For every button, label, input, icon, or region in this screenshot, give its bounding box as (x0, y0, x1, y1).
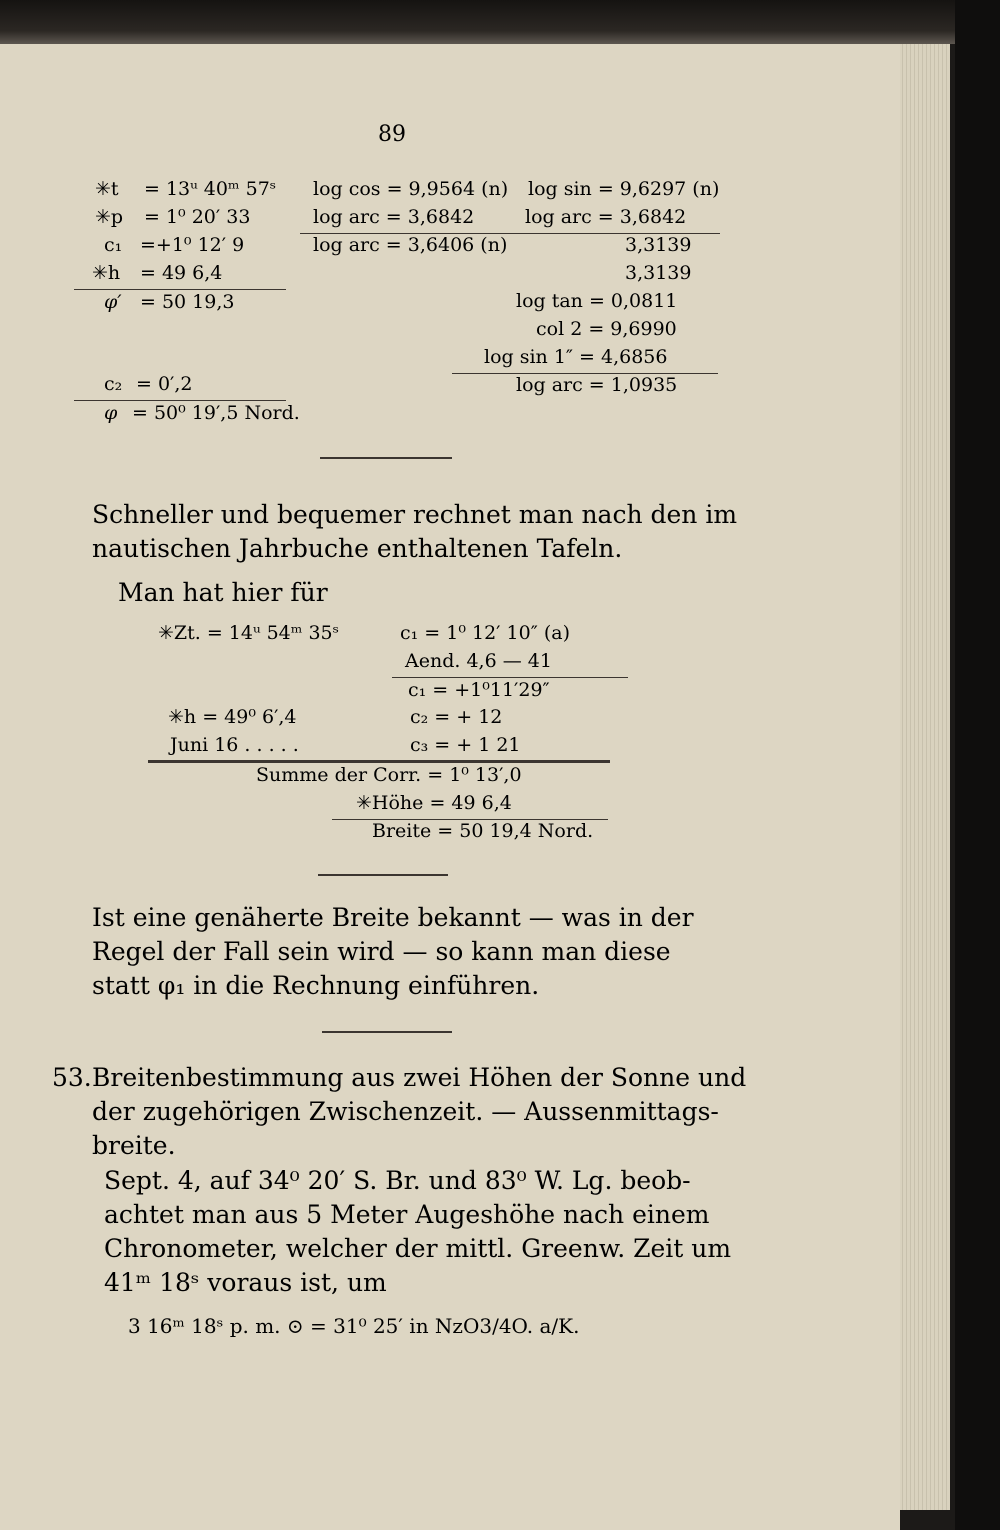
calc1-left-rhs-7: = 50⁰ 19′,5 Nord. (132, 402, 300, 424)
calc1-left-rule-2 (74, 400, 286, 401)
calc1-left-lhs-6: c₂ (104, 373, 123, 395)
calc2-r1b: c₁ = 1⁰ 12′ 10″ (a) (400, 622, 570, 644)
calc1-mid-3: log arc = 3,6406 (n) (313, 234, 508, 256)
calc2-r7: ✳Höhe = 49 6,4 (356, 792, 512, 814)
calc1-left-rhs-4: = 49 6,4 (140, 262, 223, 284)
calc1-left-lhs-4: ✳h (92, 262, 121, 284)
section-number: 53. (52, 1063, 92, 1092)
calc1-left-lhs-3: c₁ (104, 234, 123, 256)
calc1-left-rhs-6: = 0′,2 (136, 373, 193, 395)
para1b: Man hat hier für (118, 578, 328, 607)
separator-1 (320, 457, 452, 459)
calc1-right-6: col 2 = 9,6990 (536, 318, 677, 340)
section-body-line-1: Sept. 4, auf 34⁰ 20′ S. Br. und 83⁰ W. Lg. beob- (104, 1166, 691, 1195)
para1-line-1: Schneller und bequemer rechnet man nach den im (92, 500, 738, 529)
section-body-line-4: 41ᵐ 18ˢ voraus ist, um (104, 1268, 387, 1297)
calc1-right-4: 3,3139 (625, 262, 692, 284)
calc1-left-lhs-7: φ (104, 402, 118, 424)
calc2-r4b: c₂ = + 12 (410, 706, 503, 728)
section-last-line: 3 16ᵐ 18ˢ p. m. ⊙ = 31⁰ 25′ in NzO3/4O. a/K. (128, 1314, 580, 1338)
calc1-mid-1: log cos = 9,9564 (n) (313, 178, 509, 200)
page-edges (895, 30, 950, 1510)
calc2-r4a: ✳h = 49⁰ 6′,4 (168, 706, 297, 728)
separator-2 (318, 874, 448, 876)
calc1-right-5: log tan = 0,0811 (516, 290, 678, 312)
calc2-rule-2 (148, 760, 610, 763)
separator-3 (322, 1031, 452, 1033)
calc2-rule-1 (392, 677, 628, 678)
calc2-r1a: ✳Zt. = 14ᵘ 54ᵐ 35ˢ (158, 622, 340, 644)
calc1-left-lhs-2: ✳p (95, 206, 124, 228)
calc2-r2: Aend. 4,6 — 41 (405, 650, 552, 672)
top-shadow (0, 0, 1000, 44)
para2-line-1: Ist eine genäherte Breite bekannt — was in der (92, 903, 694, 932)
calc2-r5a: Juni 16 . . . . . (170, 734, 299, 756)
calc1-left-rhs-3: =+1⁰ 12′ 9 (140, 234, 245, 256)
page-number: 89 (378, 122, 406, 147)
section-heading-line-2: der zugehörigen Zwischenzeit. — Aussenmittags- (92, 1097, 719, 1126)
calc2-r5b: c₃ = + 1 21 (410, 734, 521, 756)
calc1-right-7: log sin 1″ = 4,6856 (484, 346, 668, 368)
calc1-left-lhs-5: φ′ (104, 291, 122, 313)
section-heading-line-3: breite. (92, 1131, 176, 1160)
section-body-line-3: Chronometer, welcher der mittl. Greenw. Zeit um (104, 1234, 732, 1263)
calc2-r3: c₁ = +1⁰11′29″ (408, 679, 550, 701)
calc1-left-rhs-5: = 50 19,3 (140, 291, 235, 313)
calc1-right-3: 3,3139 (625, 234, 692, 256)
calc1-left-rule-1 (74, 289, 286, 290)
calc1-right-8: log arc = 1,0935 (516, 374, 678, 396)
calc1-left-rhs-2: = 1⁰ 20′ 33 (144, 206, 251, 228)
calc1-left-lhs-1: ✳t (95, 178, 119, 200)
section-heading-line-1: Breitenbestimmung aus zwei Höhen der Sonne und (92, 1063, 747, 1092)
calc1-right-2: log arc = 3,6842 (525, 206, 687, 228)
para1-line-2: nautischen Jahrbuche enthaltenen Tafeln. (92, 534, 623, 563)
calc1-mid-2: log arc = 3,6842 (313, 206, 475, 228)
calc1-right-1: log sin = 9,6297 (n) (528, 178, 720, 200)
calc2-r8: Breite = 50 19,4 Nord. (372, 820, 594, 842)
section-body-line-2: achtet man aus 5 Meter Augeshöhe nach einem (104, 1200, 710, 1229)
calc2-r6: Summe der Corr. = 1⁰ 13′,0 (256, 764, 522, 786)
calc1-left-rhs-1: = 13ᵘ 40ᵐ 57ˢ (144, 178, 277, 200)
para2-line-3: statt φ₁ in die Rechnung einführen. (92, 971, 540, 1000)
para2-line-2: Regel der Fall sein wird — so kann man diese (92, 937, 671, 966)
book-spine (955, 0, 1000, 1530)
